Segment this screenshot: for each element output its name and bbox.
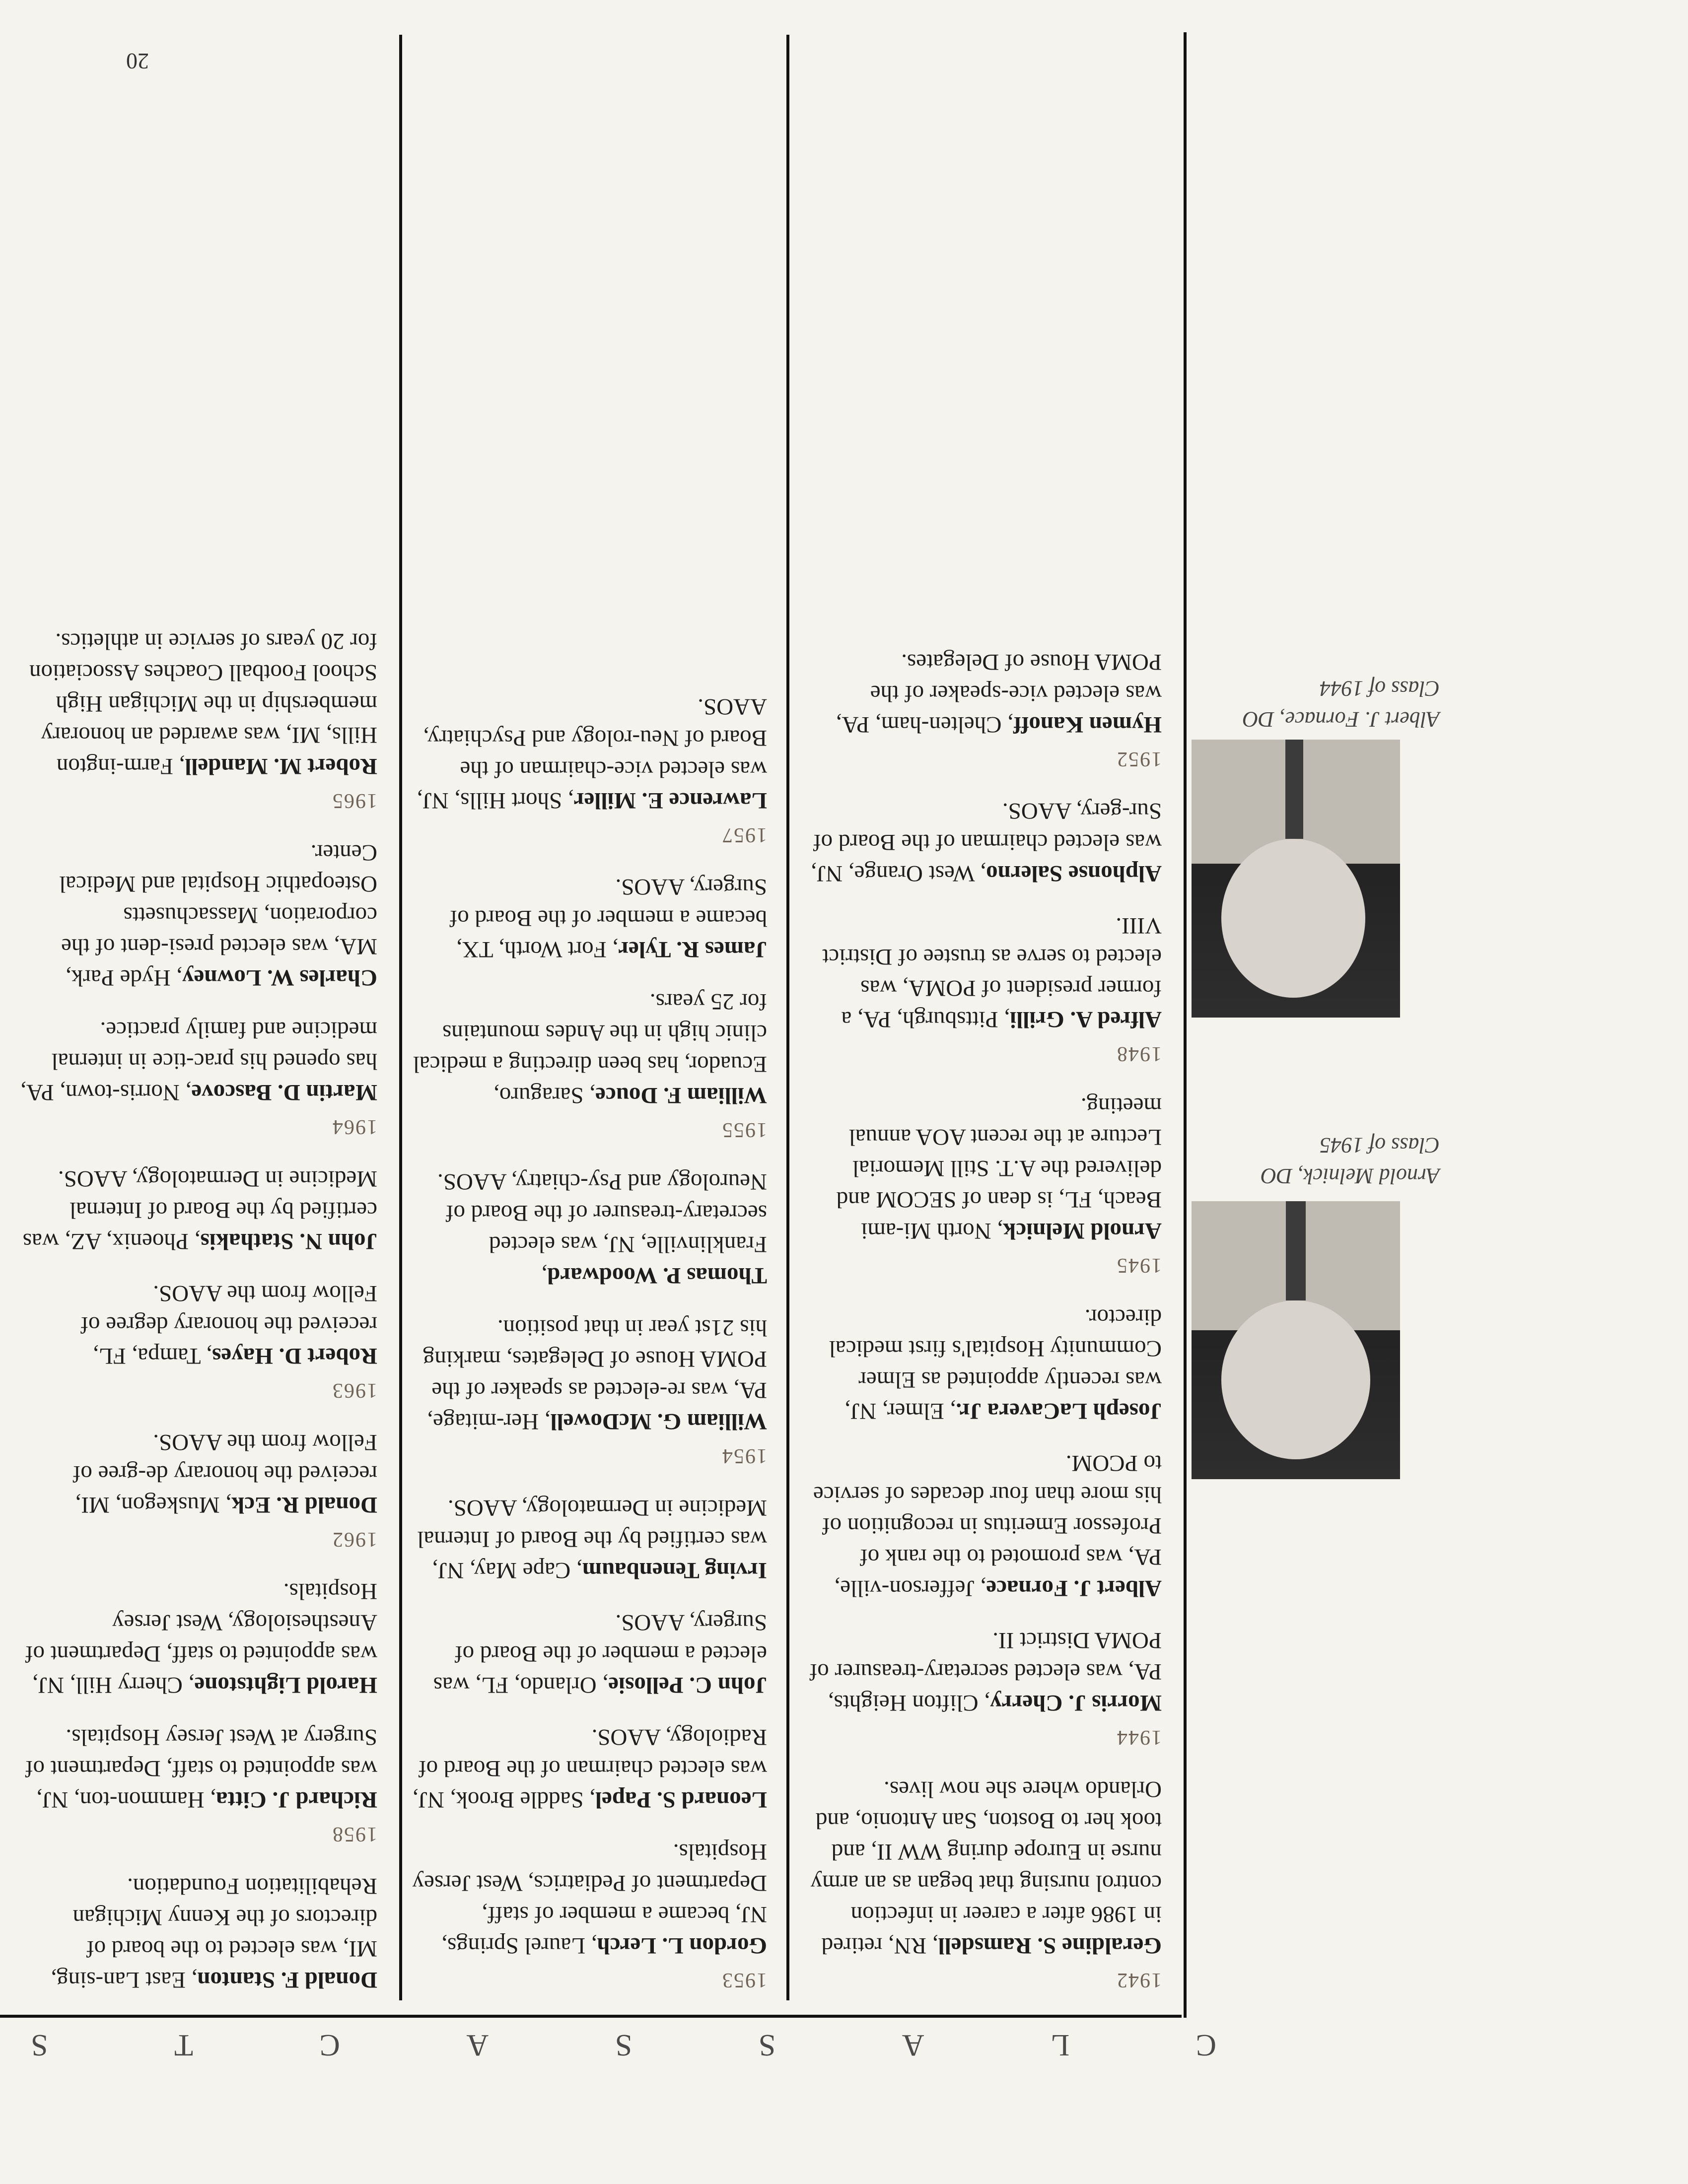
class-note bbox=[410, 1312, 767, 1471]
column-1 bbox=[804, 625, 1162, 1995]
alumnus-name: Donald R. Eck bbox=[231, 1492, 377, 1518]
class-note bbox=[804, 1447, 1162, 1604]
note-text: , Saddle Brook, NJ, was elected chairman of the Board of Radiology, AAOS. bbox=[412, 1724, 767, 1813]
note-text: , Franklinville, NJ, was elected secretary-treasurer of the Board of Neurology and Psy-chiatry, AAOS. bbox=[437, 1169, 767, 1289]
year-heading: 1948 bbox=[1116, 1042, 1162, 1065]
alumnus-name: Geraldine S. Ramsdell bbox=[938, 1933, 1162, 1959]
alumnus-name: John C. Pellosie bbox=[608, 1672, 767, 1698]
class-note bbox=[20, 1721, 377, 1849]
year-heading: 1964 bbox=[332, 1115, 377, 1138]
class-note bbox=[20, 1575, 377, 1701]
year-heading: 1963 bbox=[332, 1379, 377, 1402]
alumnus-name: Martin D. Bascove bbox=[191, 1080, 377, 1105]
note-text: , Clifton Heights, PA, was elected secretary-treasurer of POMA District II. bbox=[809, 1628, 1162, 1716]
note-text: , Laurel Springs, NJ, became a member of staff, Department of Pediatrics, West Jersey Hospitals. bbox=[412, 1839, 767, 1959]
note-text: , East Lan-sing, MI, was elected to the board of directors of the Kenny Michigan Rehabilitation Foundation. bbox=[51, 1873, 377, 1993]
caption-name: Arnold Melnick, DO bbox=[1261, 1164, 1440, 1188]
alumnus-name: John N. Stathakis bbox=[200, 1228, 377, 1254]
class-note bbox=[410, 1721, 767, 1815]
year-heading: 1954 bbox=[721, 1444, 767, 1467]
banner-letter: S bbox=[757, 2028, 776, 2062]
alumnus-name: William F. Douce bbox=[595, 1083, 767, 1108]
column-2 bbox=[410, 670, 767, 1995]
banner-letter: S bbox=[30, 2028, 48, 2062]
note-text: , Saraguro, Ecuador, has been directing a medical clinic high in the Andes mountains for 25 years. bbox=[413, 989, 767, 1108]
column-rule-left bbox=[1184, 32, 1187, 2018]
class-note bbox=[410, 1607, 767, 1701]
caption-name: Albert J. Fornace, DO bbox=[1242, 707, 1440, 732]
banner-letter: A bbox=[901, 2028, 924, 2062]
note-text: , Orlando, FL, was elected a member of the Board of Surgery, AAOS. bbox=[433, 1610, 767, 1698]
banner-letter: L bbox=[1050, 2028, 1070, 2062]
class-note bbox=[804, 1774, 1162, 1995]
year-heading: 1958 bbox=[332, 1823, 377, 1845]
note-text: , Farm-ington Hills, MI, was awarded an honorary membership in the Michigan High School Football Coaches Association for 20 years of service in athletics. bbox=[29, 628, 377, 779]
year-heading: 1942 bbox=[1116, 1969, 1162, 1991]
year-heading: 1944 bbox=[1116, 1726, 1162, 1749]
year-heading: 1965 bbox=[332, 789, 377, 812]
note-text: , Jefferson-ville, PA, was promoted to the rank of Professor Emeritus in recognition of his more than four decades of service to PCOM. bbox=[813, 1450, 1162, 1601]
alumnus-name: Lawrence E. Miller bbox=[573, 788, 767, 814]
note-text: , Pittsburgh, PA, a former president of POMA, was elected to serve as trustee of District VIII. bbox=[822, 913, 1162, 1032]
note-text: , Hammon-ton, NJ, was appointed to staff, Department of Surgery at West Jersey Hospitals. bbox=[25, 1724, 377, 1813]
note-text: , Her-mitage, PA, was re-elected as speaker of the POMA House of Delegates, marking his 21st year in that position. bbox=[422, 1315, 767, 1434]
class-note bbox=[20, 625, 377, 816]
class-note bbox=[804, 1090, 1162, 1281]
class-note bbox=[804, 1625, 1162, 1753]
class-note bbox=[20, 1163, 377, 1257]
class-note bbox=[804, 795, 1162, 889]
note-text: , Norris-town, PA, has opened his prac-tice in internal medicine and family practice. bbox=[20, 1017, 377, 1105]
year-heading: 1955 bbox=[721, 1118, 767, 1141]
alumnus-name: Alphonse Salerno bbox=[986, 861, 1162, 887]
note-text: , Muskegon, MI, received the honorary de-gree of Fellow from the AAOS. bbox=[72, 1430, 377, 1518]
alumnus-name: Morris J. Cherry bbox=[990, 1690, 1162, 1716]
alumnus-name: Robert M. Mandell bbox=[185, 753, 377, 779]
class-note bbox=[20, 1427, 377, 1555]
note-text: , Tampa, FL, received the honorary degree of Fellow from the AAOS. bbox=[80, 1281, 377, 1369]
page-number: 20 bbox=[126, 49, 149, 74]
alumnus-name: Joseph LaCavera Jr. bbox=[956, 1398, 1162, 1424]
class-note bbox=[410, 1166, 767, 1291]
note-text: , Short Hills, NJ, was elected vice-chairman of the Board of Neu-rology and Psychiatry, AAOS. bbox=[417, 694, 767, 814]
class-acts-banner bbox=[0, 2015, 1226, 2075]
note-text: , Cherry Hill, NJ, was appointed to staff, Department of Anesthesiology, West Jersey Hospitals. bbox=[25, 1578, 377, 1698]
alumnus-name: Alfred A. Grilli bbox=[1010, 1007, 1162, 1032]
photo-caption-arnold-melnick bbox=[1192, 1130, 1440, 1191]
year-heading: 1957 bbox=[721, 823, 767, 846]
class-note bbox=[410, 691, 767, 850]
alumnus-name: Gordon L. Lerch bbox=[597, 1933, 767, 1959]
note-text: , Elmer, NJ, was recently appointed as Elmer Community Hospital's first medical director. bbox=[829, 1304, 1162, 1424]
year-heading: 1952 bbox=[1116, 748, 1162, 770]
photo-caption-albert-fornace bbox=[1192, 673, 1440, 735]
class-note bbox=[20, 1870, 377, 1995]
alumnus-name: Hymen Kanoff bbox=[1013, 712, 1162, 738]
banner-letter: S bbox=[614, 2028, 633, 2062]
note-text: , Hyde Park, MA, was elected presi-dent of the corporation, Massachusetts Osteopathic Hospital and Medical Center. bbox=[59, 840, 377, 991]
class-note bbox=[20, 1278, 377, 1406]
column-rule-mid-2 bbox=[399, 35, 402, 2000]
column-rule-mid-1 bbox=[786, 35, 789, 2000]
alumnus-name: Charles W. Lowney bbox=[182, 965, 377, 991]
alumnus-name: Leonard S. Papel bbox=[595, 1787, 767, 1813]
alumnus-name: Thomas P. Woodward bbox=[547, 1263, 767, 1289]
note-text: , Fort Worth, TX, became a member of the Board of Surgery, AAOS. bbox=[449, 874, 767, 962]
alumnus-name: Robert D. Hayes bbox=[212, 1343, 377, 1369]
note-text: , Phoenix, AZ, was certified by the Board of Internal Medicine in Dermatology, AAOS. bbox=[22, 1166, 377, 1254]
class-note bbox=[410, 1492, 767, 1586]
alumnus-name: Richard J. Citta bbox=[215, 1787, 377, 1813]
note-text: , Chelten-ham, PA, was elected vice-speaker of the POMA House of Delegates. bbox=[836, 649, 1162, 738]
caption-class: Class of 1944 bbox=[1319, 677, 1440, 701]
year-heading: 1945 bbox=[1116, 1254, 1162, 1277]
note-text: , West Orange, NJ, was elected chairman of the Board of Sur-gery, AAOS. bbox=[811, 798, 1162, 887]
year-heading: 1953 bbox=[721, 1969, 767, 1991]
class-note bbox=[410, 871, 767, 965]
column-3 bbox=[20, 605, 377, 1995]
caption-class: Class of 1945 bbox=[1319, 1133, 1440, 1158]
class-note bbox=[20, 1014, 377, 1142]
note-text: , Cape May, NJ, was certified by the Board of Internal Medicine in Dermatology, AAOS. bbox=[417, 1495, 767, 1583]
note-text: , North Mi-ami Beach, FL, is dean of SECOM and delivered the A.T. Still Memorial Lecture at the recent AOA annual meeting. bbox=[836, 1093, 1162, 1244]
banner-letter: A bbox=[465, 2028, 489, 2062]
class-note bbox=[20, 837, 377, 993]
banner-letter: C bbox=[1195, 2028, 1216, 2062]
photo-arnold-melnick bbox=[1192, 1201, 1400, 1479]
banner-letter: C bbox=[318, 2028, 340, 2062]
alumnus-name: Arnold Melnick bbox=[1003, 1218, 1162, 1244]
class-note bbox=[804, 1301, 1162, 1427]
alumnus-name: Albert J. Fornace bbox=[986, 1575, 1162, 1601]
alumnus-name: James R. Tyler bbox=[618, 937, 767, 962]
class-note bbox=[804, 910, 1162, 1069]
class-note bbox=[410, 986, 767, 1145]
note-text: , RN, retired in 1986 after a career in infection control nursing that began as an army nurse in Europe during WW II, and took her to Boston, San Antonio, and Orlando where she now lives. bbox=[810, 1776, 1162, 1959]
banner-letter: T bbox=[173, 2028, 193, 2062]
class-note bbox=[804, 646, 1162, 774]
alumnus-name: Irving Tenenbaum bbox=[582, 1558, 767, 1583]
alumnus-name: Harold Lightstone bbox=[194, 1672, 377, 1698]
class-note bbox=[410, 1836, 767, 1995]
photo-albert-fornace bbox=[1192, 740, 1400, 1018]
alumnus-name: Donald F. Stanton bbox=[197, 1967, 377, 1993]
year-heading: 1962 bbox=[332, 1528, 377, 1551]
alumnus-name: William G. McDowell bbox=[550, 1409, 767, 1434]
banner-rule bbox=[0, 2015, 1182, 2018]
